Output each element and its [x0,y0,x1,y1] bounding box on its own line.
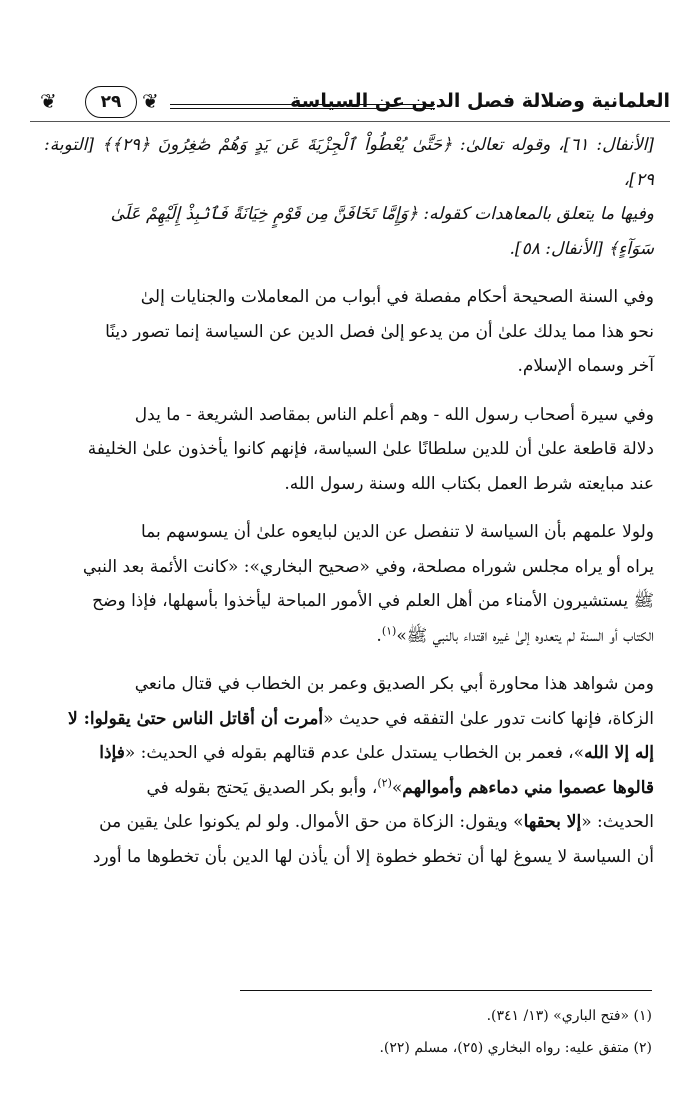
text-line: نحو هذا مما يدلك علىٰ أن من يدعو إلىٰ فصل الدين عن السياسة إنما تصور دينًا [105,321,654,342]
text-line: ومن شواهد هذا محاورة أبي بكر الصديق وعمر بن الخطاب في قتال مانعي [134,674,654,694]
footnote-1: (١) «فتح الباري» (١٣/ ٣٤١). [486,1008,652,1024]
text-segment: »، فعمر بن الخطاب يستدل علىٰ عدم قتالهم بقوله في الحديث: « [124,743,585,763]
header-line-thick [170,104,435,105]
text-line: [الأنفال: ٦١]، وقوله تعالىٰ: ﴿حَتَّىٰ يُعْطُواْ ٱلْجِزْيَةَ عَن يَدٍ وَهُمْ صَٰغِرُونَ ﴿٢٩﴾﴾ [التوبة: ٢٩]، [44,135,655,190]
page-header [30,86,670,126]
paragraph-quran-verses [44,128,654,266]
text-segment: الزكاة، فإنها كانت تدور علىٰ التفقه في حديث « [323,708,654,729]
text-line: دلالة قاطعة علىٰ أن للدين سلطانًا علىٰ السياسة، فإنهم كانوا يأخذون علىٰ الخليفة [87,439,654,459]
text-line: ﷺ يستشيرون الأمناء من أهل العلم في الأمور المباحة ليأخذوا بأسهلها، فإذا وضح [92,591,654,611]
footnote-marker: (١) [381,623,397,637]
paragraph-companions [44,398,654,502]
paragraph-sunnah [44,280,654,384]
text-line: عند مبايعته شرط العمل بكتاب الله وسنة رسول الله. [284,473,654,494]
text-segment: » ويقول: الزكاة من حق الأموال. ولو لم يكونوا علىٰ يقين من [99,812,524,832]
footnote-marker: (٢) [377,775,392,789]
main-text [44,128,654,874]
text-segment: ، وأبو بكر الصديق يَحتج بقوله في [146,777,378,798]
text-line: وفي السنة الصحيحة أحكام مفصلة في أبواب من المعاملات والجنايات إلىٰ [140,287,654,307]
hadith-quote: إله إلا الله [584,743,654,763]
text-line: سَوَآءٍ﴾ [الأنفال: ٥٨]. [509,238,654,259]
text-line: ولولا علمهم بأن السياسة لا تنفصل عن الدين لبايعوه علىٰ أن يسوسهم بما [140,522,654,542]
footnotes [44,1000,652,1064]
hadith-quote: فإذا [99,743,125,763]
text-segment: الحديث: « [581,812,654,832]
text-line: يراه أو يراه مجلس شوراه مصلحة، وفي «صحيح البخاري»: «كانت الأئمة بعد النبي [82,556,654,577]
header-rule [30,121,670,122]
hadith-quote: قالوها عصموا مني دماءهم وأموالهم [402,777,654,798]
running-title: العلمانية وضلالة فصل الدين عن السياسة [290,90,670,112]
text-line: وفي سيرة أصحاب رسول الله - وهم أعلم الناس بمقاصد الشريعة - ما يدل [134,404,654,425]
page-number: ٢٩ [85,86,137,118]
floral-ornament-icon: ❦ [40,89,57,113]
paragraph-abu-bakr-umar [44,667,654,874]
floral-ornament-icon: ❦ [142,89,159,113]
text-line: الكتاب أو السنة لم يتعدوه إلىٰ غيره اقتداء بالنبي ﷺ» [396,625,654,646]
text-line: وفيها ما يتعلق بالمعاهدات كقوله: ﴿وَإِمَّا تَخَافَنَّ مِن قَوْمٍ خِيَانَةً فَٱنۢبِذْ إِلَيْهِمْ عَلَىٰ [110,204,654,224]
header-line-thin [170,108,435,109]
text-segment: » [391,777,403,798]
hadith-quote: إلا بحقها [523,812,582,832]
text-line: أن السياسة لا يسوغ لها أن تخطو خطوة إلا أن يأذن لها الدين بأن تخطوها ما أورد [92,846,654,867]
footnote-separator [240,990,652,991]
text-line: آخر وسماه الإسلام. [517,356,654,376]
paragraph-bukhari: ولولا علمهم بأن السياسة لا تنفصل عن الدين لبايعوه علىٰ أن يسوسهم بما يراه أو يراه مجلس شوراه مصلحة، وفي «صحيح البخاري»: «كانت الأئمة بعد النبي ﷺ يستشيرون الأمناء من أهل العلم في الأمور المباحة ليأخذوا بأسهلها، فإذا وضح الكتاب أو السنة لم يتعدوه إلىٰ غيره اقتداء بالنبي ﷺ»$^{(١)}$. [82,522,654,646]
footnote-2: (٢) متفق عليه: رواه البخاري (٢٥)، مسلم (٢٢). [379,1040,652,1056]
hadith-quote: أمرت أن أقاتل الناس حتىٰ يقولوا: لا [68,708,324,729]
